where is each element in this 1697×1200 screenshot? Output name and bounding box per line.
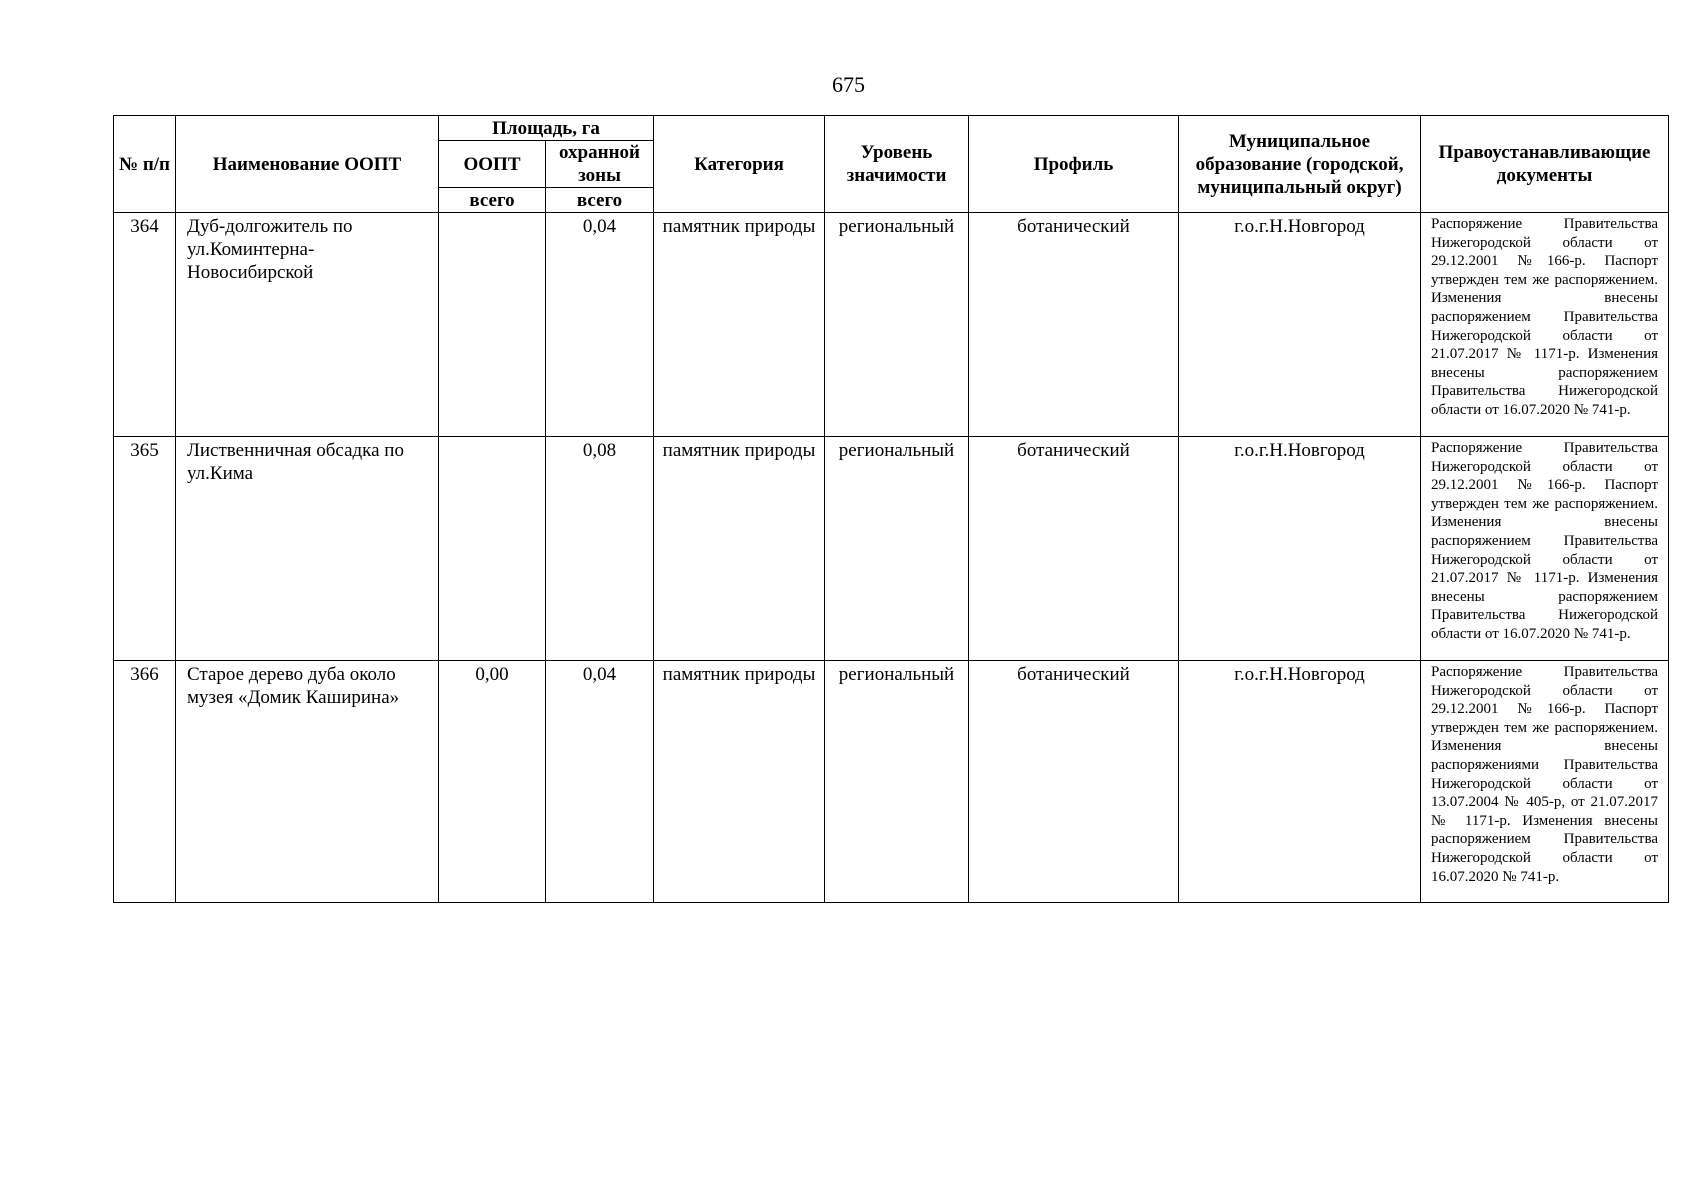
header-name: Наименование ООПТ xyxy=(176,116,439,213)
level-value: региональный xyxy=(825,437,969,661)
profile-value: ботанический xyxy=(969,437,1179,661)
documents-value: Распоряжение Правительства Нижегородской области от 29.12.2001 №166-р. Паспорт утвержден тем же распоряжением. Изменения внесены распоряжением Правительства Нижегородской области от 21.07.2017 № 1171-р. Изменения внесены распоряжением Правительства Нижегородской области от 16.07.2020 № 741-р. xyxy=(1421,213,1669,437)
area-oopt-value: 0,00 xyxy=(439,661,546,903)
documents-value: Распоряжение Правительства Нижегородской области от 29.12.2001 №166-р. Паспорт утвержден тем же распоряжением. Изменения внесены распоряжением Правительства Нижегородской области от 21.07.2017 № 1171-р. Изменения внесены распоряжением Правительства Нижегородской области от 16.07.2020 № 741-р. xyxy=(1421,437,1669,661)
area-oopt-value xyxy=(439,213,546,437)
area-zone-value: 0,04 xyxy=(546,213,654,437)
municipality-value: г.о.г.Н.Новгород xyxy=(1179,213,1421,437)
category-value: памятник природы xyxy=(654,437,825,661)
area-zone-value: 0,04 xyxy=(546,661,654,903)
header-num: № п/п xyxy=(114,116,176,213)
oopt-name: Лиственничная обсадка по ул.Кима xyxy=(176,437,439,661)
header-level: Уровень значимости xyxy=(825,116,969,213)
page-number: 675 xyxy=(832,72,865,97)
category-value: памятник природы xyxy=(654,213,825,437)
header-municipality: Муниципальное образование (городской, муниципальный округ) xyxy=(1179,116,1421,213)
header-area-oopt: ООПТ xyxy=(439,141,546,188)
level-value: региональный xyxy=(825,661,969,903)
area-zone-value: 0,08 xyxy=(546,437,654,661)
area-oopt-value xyxy=(439,437,546,661)
oopt-name: Дуб-долгожитель по ул.Коминтерна-Новосибирской xyxy=(176,213,439,437)
header-profile: Профиль xyxy=(969,116,1179,213)
row-number: 365 xyxy=(114,437,176,661)
table-row xyxy=(114,213,1669,437)
header-area-zone: охранной зоны xyxy=(546,141,654,188)
documents-value: Распоряжение Правительства Нижегородской области от 29.12.2001 №166-р. Паспорт утвержден тем же распоряжением. Изменения внесены распоряжениями Правительства Нижегородской области от 13.07.2004 № 405-р, от 21.07.2017 № 1171-р. Изменения внесены распоряжением Правительства Нижегородской области от 16.07.2020 № 741-р. xyxy=(1421,661,1669,903)
level-value: региональный xyxy=(825,213,969,437)
table-row xyxy=(114,661,1669,903)
category-value: памятник природы xyxy=(654,661,825,903)
row-number: 366 xyxy=(114,661,176,903)
row-number: 364 xyxy=(114,213,176,437)
oopt-name: Старое дерево дуба около музея «Домик Каширина» xyxy=(176,661,439,903)
table-row xyxy=(114,437,1669,661)
profile-value: ботанический xyxy=(969,213,1179,437)
profile-value: ботанический xyxy=(969,661,1179,903)
municipality-value: г.о.г.Н.Новгород xyxy=(1179,437,1421,661)
header-total-zone: всего xyxy=(546,188,654,213)
header-total-oopt: всего xyxy=(439,188,546,213)
header-area: Площадь, га xyxy=(439,116,654,141)
header-documents: Правоустанавливающие документы xyxy=(1421,116,1669,213)
header-category: Категория xyxy=(654,116,825,213)
municipality-value: г.о.г.Н.Новгород xyxy=(1179,661,1421,903)
oopt-registry-table xyxy=(113,115,1669,903)
